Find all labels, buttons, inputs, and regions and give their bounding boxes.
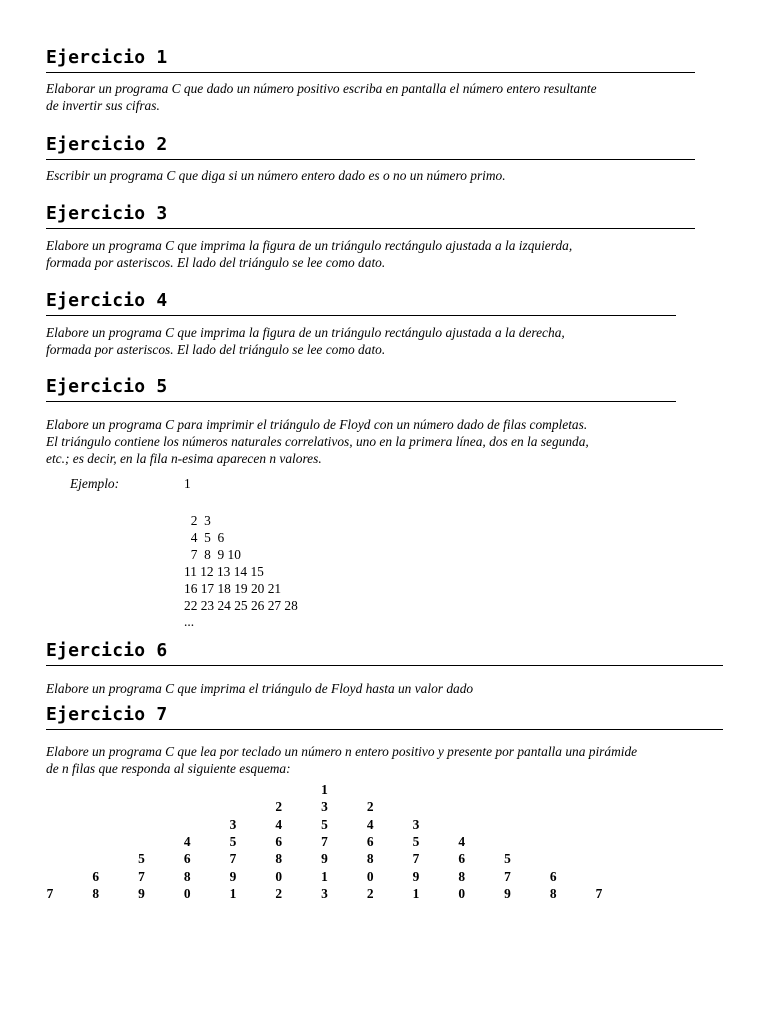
floyd-row: 1 (184, 476, 191, 491)
pyramid-digit: 7 (138, 868, 145, 884)
pyramid-digit: 7 (46, 885, 54, 901)
floyd-row: 22 23 24 25 26 27 28 (184, 598, 298, 613)
exercise-2-rule (46, 159, 695, 160)
exercise-5-text (46, 416, 678, 467)
exercise-2-heading: Ejercicio 2 (46, 134, 168, 155)
pyramid-digit: 0 (183, 885, 191, 901)
exercise-4-line-2: formada por asteriscos. El lado del triángulo se lee como dato. (46, 342, 386, 357)
pyramid-digit: 4 (275, 816, 283, 832)
pyramid-digit: 8 (275, 851, 283, 867)
floyd-row: ... (184, 614, 195, 629)
pyramid-digit: 4 (458, 833, 466, 849)
pyramid-digit: 6 (366, 833, 374, 849)
pyramid-digit: 2 (275, 799, 283, 815)
exercise-3-line-2: formada por asteriscos. El lado del triángulo se lee como dato. (46, 255, 386, 270)
pyramid-digit: 2 (366, 799, 374, 815)
exercise-2-text (46, 167, 695, 184)
exercise-5-line-3: etc.; es decir, en la fila n-esima aparecen n valores. (46, 451, 322, 466)
pyramid-digit: 9 (504, 885, 511, 901)
pyramid-digit: 8 (183, 868, 191, 884)
exercise-3-text (46, 237, 695, 271)
pyramid-digit: 8 (92, 885, 100, 901)
exercise-6-heading: Ejercicio 6 (46, 640, 168, 661)
exercise-1-heading: Ejercicio 1 (46, 47, 168, 68)
floyd-row: 4 5 6 (184, 530, 225, 545)
exercise-1-rule (46, 72, 695, 73)
exercise-1-line-1: Elaborar un programa C que dado un número positivo escriba en pantalla el número entero resultante (46, 81, 597, 96)
exercise-7-text (46, 743, 726, 777)
pyramid-digit: 9 (138, 885, 145, 901)
exercise-3-heading: Ejercicio 3 (46, 203, 168, 224)
exercise-6-rule (46, 665, 723, 666)
exercise-4-rule (46, 315, 676, 316)
exercise-4-heading: Ejercicio 4 (46, 290, 168, 311)
exercise-7-heading: Ejercicio 7 (46, 704, 168, 725)
exercise-3-rule (46, 228, 695, 229)
pyramid-digit: 5 (229, 833, 237, 849)
pyramid-digit: 1 (321, 782, 328, 797)
exercise-4-line-1: Elabore un programa C que imprima la figura de un triángulo rectángulo ajustada a la derecha, (46, 325, 565, 340)
pyramid-digit: 4 (366, 816, 374, 832)
pyramid-digit: 6 (458, 851, 466, 867)
floyd-row: 7 8 9 10 (184, 547, 241, 562)
exercise-6-line-1: Elabore un programa C que imprima el triángulo de Floyd hasta un valor dado (46, 681, 474, 696)
exercise-5-rule (46, 401, 676, 402)
exercise-5-line-2: El triángulo contiene los números naturales correlativos, uno en la primera línea, dos en la segunda, (46, 434, 589, 449)
exercise-3-line-1: Elabore un programa C que imprima la figura de un triángulo rectángulo ajustada a la izquierda, (46, 238, 573, 253)
pyramid-digit: 0 (458, 885, 466, 901)
exercise-2-line-1: Escribir un programa C que diga si un número entero dado es o no un número primo. (46, 168, 506, 183)
exercise-6-text (46, 680, 723, 697)
pyramid-digit: 7 (595, 885, 603, 901)
pyramid-digit: 1 (321, 868, 328, 884)
pyramid-digit: 1 (412, 885, 420, 901)
pyramid-digit: 8 (366, 851, 374, 867)
floyd-row: 11 12 13 14 15 (184, 564, 264, 579)
pyramid-digit: 6 (92, 868, 100, 884)
pyramid-digit: 6 (275, 833, 283, 849)
pyramid-digit: 7 (504, 868, 511, 884)
pyramid-digit: 6 (183, 851, 191, 867)
exercise-1-text (46, 80, 695, 114)
pyramid-digit: 8 (549, 885, 557, 901)
exercise-5-heading: Ejercicio 5 (46, 376, 168, 397)
pyramid-digit: 3 (321, 885, 328, 901)
pyramid-digit: 7 (229, 851, 237, 867)
pyramid-digit: 6 (549, 868, 557, 884)
pyramid-digit: 7 (412, 851, 420, 867)
exercise-7-line-1: Elabore un programa C que lea por teclado un número n entero positivo y presente por pantalla una pirámide (46, 744, 638, 759)
exercise-4-text (46, 324, 676, 358)
pyramid-digit: 2 (275, 885, 283, 901)
pyramid-digit: 3 (229, 816, 237, 832)
pyramid-digit: 0 (366, 868, 374, 884)
floyd-row: 2 3 (184, 513, 211, 528)
exercise-5-line-1: Elabore un programa C para imprimir el triángulo de Floyd con un número dado de filas completas. (46, 417, 588, 432)
pyramid-digit: 9 (412, 868, 420, 884)
pyramid-digit: 5 (321, 816, 328, 832)
pyramid-digit: 4 (183, 833, 191, 849)
pyramid-digit: 8 (458, 868, 466, 884)
pyramid-digit: 3 (412, 816, 420, 832)
pyramid-digit: 7 (321, 833, 328, 849)
pyramid-digit: 5 (504, 851, 511, 867)
exercise-7-rule (46, 729, 723, 730)
exercise-7-line-2: de n filas que responda al siguiente esquema: (46, 761, 291, 776)
exercise-1-line-2: de invertir sus cifras. (46, 98, 160, 113)
pyramid-digit: 5 (138, 851, 145, 867)
pyramid-digit: 2 (366, 885, 374, 901)
pyramid-digit: 3 (321, 799, 328, 815)
pyramid-digit: 9 (321, 851, 328, 867)
pyramid-digit: 0 (275, 868, 283, 884)
example-label: Ejemplo: (70, 476, 120, 491)
pyramid-digit: 5 (412, 833, 420, 849)
pyramid-digit: 9 (229, 868, 237, 884)
floyd-row: 16 17 18 19 20 21 (184, 581, 282, 596)
pyramid-digit: 1 (229, 885, 237, 901)
